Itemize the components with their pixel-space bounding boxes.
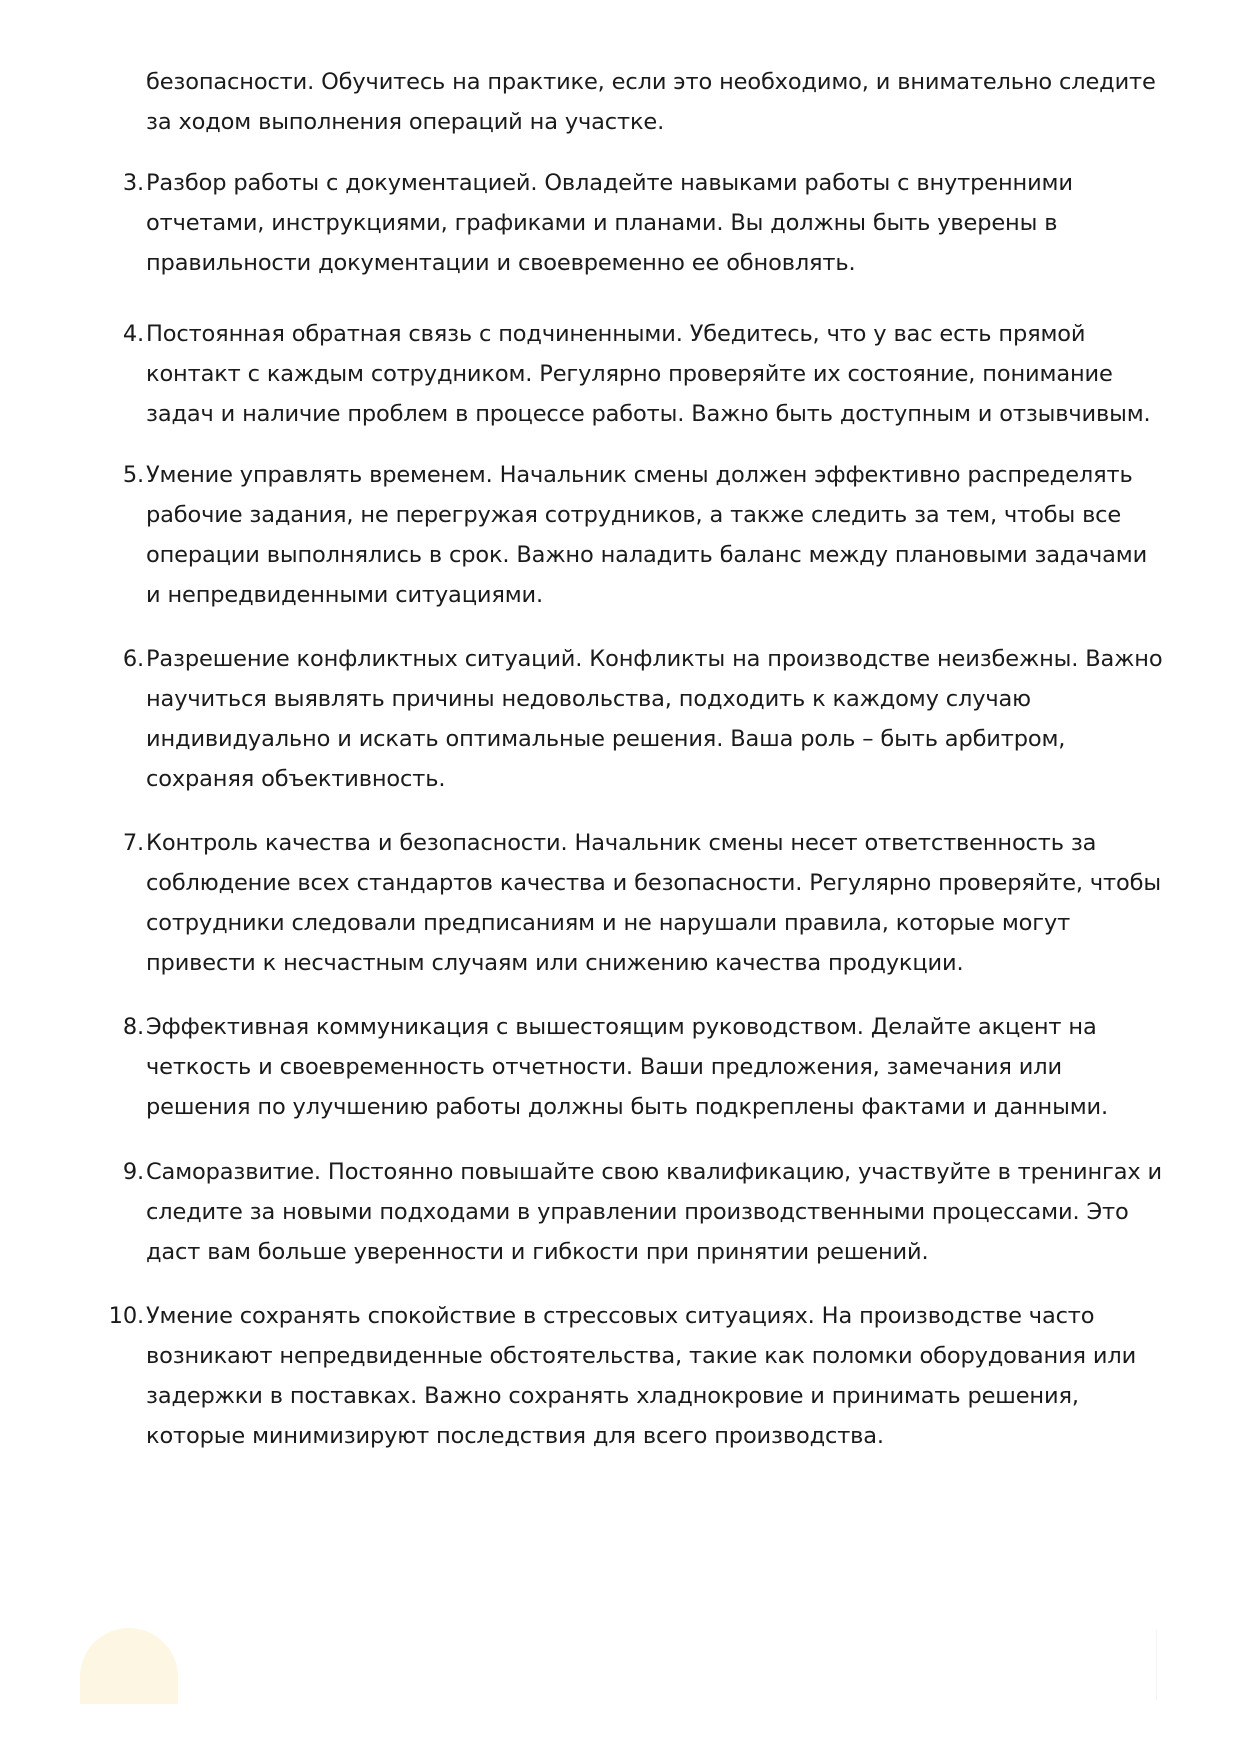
list-item-text: Постоянная обратная связь с подчиненными. Убедитесь, что у вас есть прямой контакт с каждым сотрудником. Регулярно проверяйте их состояние, понимание задач и наличие проблем в процессе работы. Важно быть доступным и отзывчивым. [146, 321, 1151, 427]
list-item-number: 7. [122, 830, 144, 856]
list-item-text: Контроль качества и безопасности. Начальник смены несет ответственность за соблюдение всех стандартов качества и безопасности. Регулярно проверяйте, чтобы сотрудники следовали предписаниям и не нарушали правила, которые могут привести к несчастным случаям или снижению качества продукции. [146, 830, 1161, 976]
list-item [122, 1152, 1166, 1272]
list-item-number: 8. [122, 1014, 144, 1040]
list-item-text: Умение сохранять спокойствие в стрессовых ситуациях. На производстве часто возникают непредвиденные обстоятельства, такие как поломки оборудования или задержки в поставках. Важно сохранять хладнокровие и принимать решения, которые минимизируют последствия для всего производства. [146, 1303, 1137, 1449]
list-item-text: Умение управлять временем. Начальник смены должен эффективно распределять рабочие задания, не перегружая сотрудников, а также следить за тем, чтобы все операции выполнялись в срок. Важно наладить баланс между плановыми задачами и непредвиденными ситуациями. [146, 462, 1148, 608]
list-item [108, 1296, 1166, 1456]
footer-divider [1156, 1630, 1157, 1700]
list-item-text: Саморазвитие. Постоянно повышайте свою квалификацию, участвуйте в тренингах и следите за новыми подходами в управлении производственными процессами. Это даст вам больше уверенности и гибкости при принятии решений. [146, 1159, 1163, 1265]
list-item-text: Разбор работы с документацией. Овладейте навыками работы с внутренними отчетами, инструкциями, графиками и планами. Вы должны быть уверены в правильности документации и своевременно ее обновлять. [146, 170, 1073, 276]
list-item-text: Разрешение конфликтных ситуаций. Конфликты на производстве неизбежны. Важно научиться выявлять причины недовольства, подходить к каждому случаю индивидуально и искать оптимальные решения. Ваша роль – быть арбитром, сохраняя объективность. [146, 646, 1163, 792]
list-item [122, 1007, 1166, 1127]
list-item [122, 163, 1166, 283]
list-item-number: 9. [122, 1159, 144, 1185]
list-item [122, 455, 1166, 615]
list-item-number: 3. [122, 170, 144, 196]
list-item [122, 314, 1166, 434]
list-item-number: 4. [122, 321, 144, 347]
footer-decoration-shape [80, 1628, 178, 1704]
list-item [122, 823, 1166, 983]
list-item-text: Эффективная коммуникация с вышестоящим руководством. Делайте акцент на четкость и своевременность отчетности. Ваши предложения, замечания или решения по улучшению работы должны быть подкреплены фактами и данными. [146, 1014, 1108, 1120]
continued-paragraph: безопасности. Обучитесь на практике, если это необходимо, и внимательно следите за ходом выполнения операций на участке. [146, 69, 1156, 135]
list-item-number: 5. [122, 462, 144, 488]
list-item-number: 10. [108, 1303, 144, 1329]
list-item [122, 639, 1166, 799]
list-item-number: 6. [122, 646, 144, 672]
